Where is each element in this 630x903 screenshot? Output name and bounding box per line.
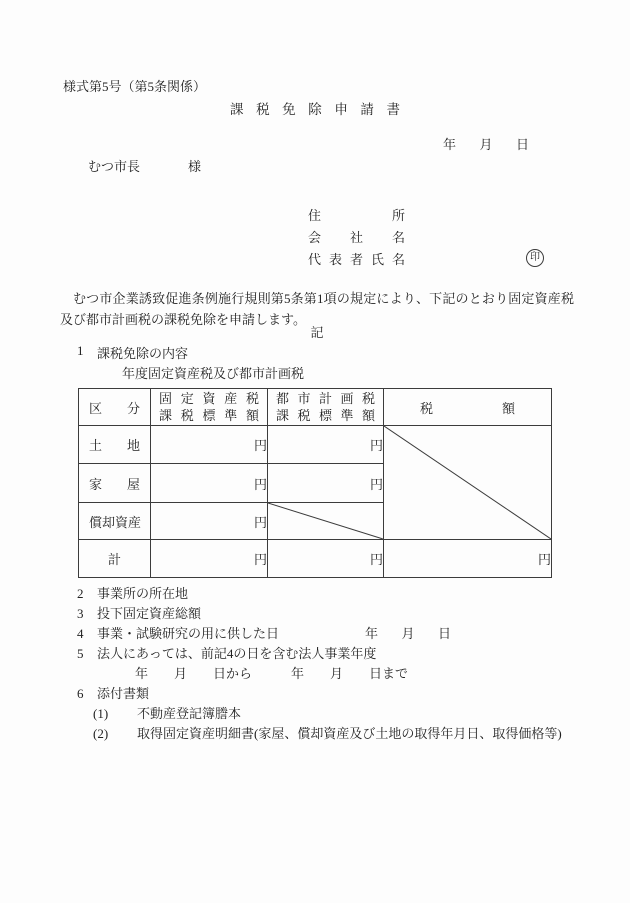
item-label: 投下固定資産総額 xyxy=(97,606,202,621)
item-label: 法人にあっては、前記4の日を含む法人事業年度 xyxy=(97,646,377,661)
land-fixed-asset-cell: 円 xyxy=(151,426,268,464)
table-row-land xyxy=(79,426,552,464)
depreciable-city-planning-cell xyxy=(268,503,384,540)
header-city-planning-tax xyxy=(268,389,384,426)
section-1 xyxy=(60,343,580,362)
header-city-planning-line2: 課 税 標 準 額 xyxy=(276,408,375,423)
document-title: 課 税 免 除 申 請 書 xyxy=(230,102,400,117)
header-fixed-asset-tax xyxy=(151,389,268,426)
seal-icon: 印 xyxy=(526,249,544,267)
attachment-number: (2) xyxy=(93,726,109,741)
depreciable-assets-label-cell xyxy=(79,503,151,540)
building-fixed-asset-cell: 円 xyxy=(151,464,268,503)
attachment-label: 取得固定資産明細書(家屋、償却資産及び土地の取得年月日、取得価格等) xyxy=(137,726,562,741)
land-city-planning-cell: 円 xyxy=(268,426,384,464)
depreciable-fixed-asset-cell: 円 xyxy=(151,503,268,540)
total-tax-amount-cell: 円 xyxy=(384,540,552,578)
item-number: 3 xyxy=(77,606,84,621)
fiscal-year-range-line: 年 月 日から 年 月 日まで xyxy=(135,666,409,681)
item-number: 2 xyxy=(77,586,84,601)
numbered-items xyxy=(60,584,600,744)
item-date-of-use xyxy=(60,624,600,644)
diagonal-strike-line xyxy=(384,426,551,539)
application-date-line: 年 月 日 xyxy=(443,137,529,152)
form-number: 様式第5号（第5条関係） xyxy=(63,79,207,94)
attachment-asset-detail xyxy=(60,724,600,744)
item-business-location xyxy=(60,584,600,604)
application-statement: むつ市企業誘致促進条例施行規則第5条第1項の規定により、下記のとおり固定資産税及び都市計画税の課税免除を申請します。 xyxy=(60,291,574,327)
total-fixed-asset-cell: 円 xyxy=(151,540,268,578)
addressee-name: むつ市長 xyxy=(88,159,141,174)
header-fixed-asset-line2: 課 税 標 準 額 xyxy=(159,408,259,423)
ki-marker: 記 xyxy=(310,325,324,340)
tax-amount-merged-cell xyxy=(384,426,552,540)
tax-exemption-table xyxy=(78,388,552,578)
item-number: 5 xyxy=(77,646,84,661)
attachment-number: (1) xyxy=(93,706,109,721)
representative-name-label: 代 表 者 氏 名 xyxy=(308,252,405,267)
addressee-honorific: 様 xyxy=(188,159,202,174)
item-attachments xyxy=(60,684,600,704)
header-city-planning-line1: 都 市 計 画 税 xyxy=(276,391,375,406)
diagonal-strike-line xyxy=(268,503,383,539)
item-label: 添付書類 xyxy=(97,686,150,701)
item-label: 事業・試験研究の用に供した日 xyxy=(97,626,280,641)
land-label: 土 地 xyxy=(89,438,140,453)
item-date-blanks: 年 月 日 xyxy=(365,626,451,641)
header-tax-amount xyxy=(384,389,552,426)
item-number: 6 xyxy=(77,686,84,701)
building-label-cell xyxy=(79,464,151,503)
header-tax-amount-label: 税 額 xyxy=(420,400,515,416)
depreciable-assets-label: 償 却 資 産 xyxy=(89,514,142,530)
building-city-planning-cell: 円 xyxy=(268,464,384,503)
attachment-label: 不動産登記簿謄本 xyxy=(137,706,242,721)
land-label-cell xyxy=(79,426,151,464)
attachment-registry-copy xyxy=(60,704,600,724)
total-city-planning-cell: 円 xyxy=(268,540,384,578)
fiscal-year-tax-line: 年度固定資産税及び都市計画税 xyxy=(122,366,305,381)
total-label-cell: 計 xyxy=(79,540,151,578)
header-category-label: 区 分 xyxy=(89,400,140,416)
addressee-line xyxy=(88,156,388,174)
building-label: 家 屋 xyxy=(89,476,140,492)
table-row-total xyxy=(79,540,552,578)
item-number: 4 xyxy=(77,626,84,641)
table-header-row xyxy=(79,389,552,426)
applicant-address-row xyxy=(308,205,568,227)
item-corporate-fiscal-year xyxy=(60,644,600,664)
header-category xyxy=(79,389,151,426)
company-name-label: 会 社 名 xyxy=(308,230,405,245)
applicant-company-row xyxy=(308,227,568,249)
section-1-label: 課税免除の内容 xyxy=(97,346,189,361)
address-label: 住 所 xyxy=(308,208,405,223)
item-label: 事業所の所在地 xyxy=(97,586,189,601)
item-invested-fixed-assets xyxy=(60,604,600,624)
header-fixed-asset-line1: 固 定 資 産 税 xyxy=(159,391,259,406)
section-1-number: 1 xyxy=(77,343,84,358)
